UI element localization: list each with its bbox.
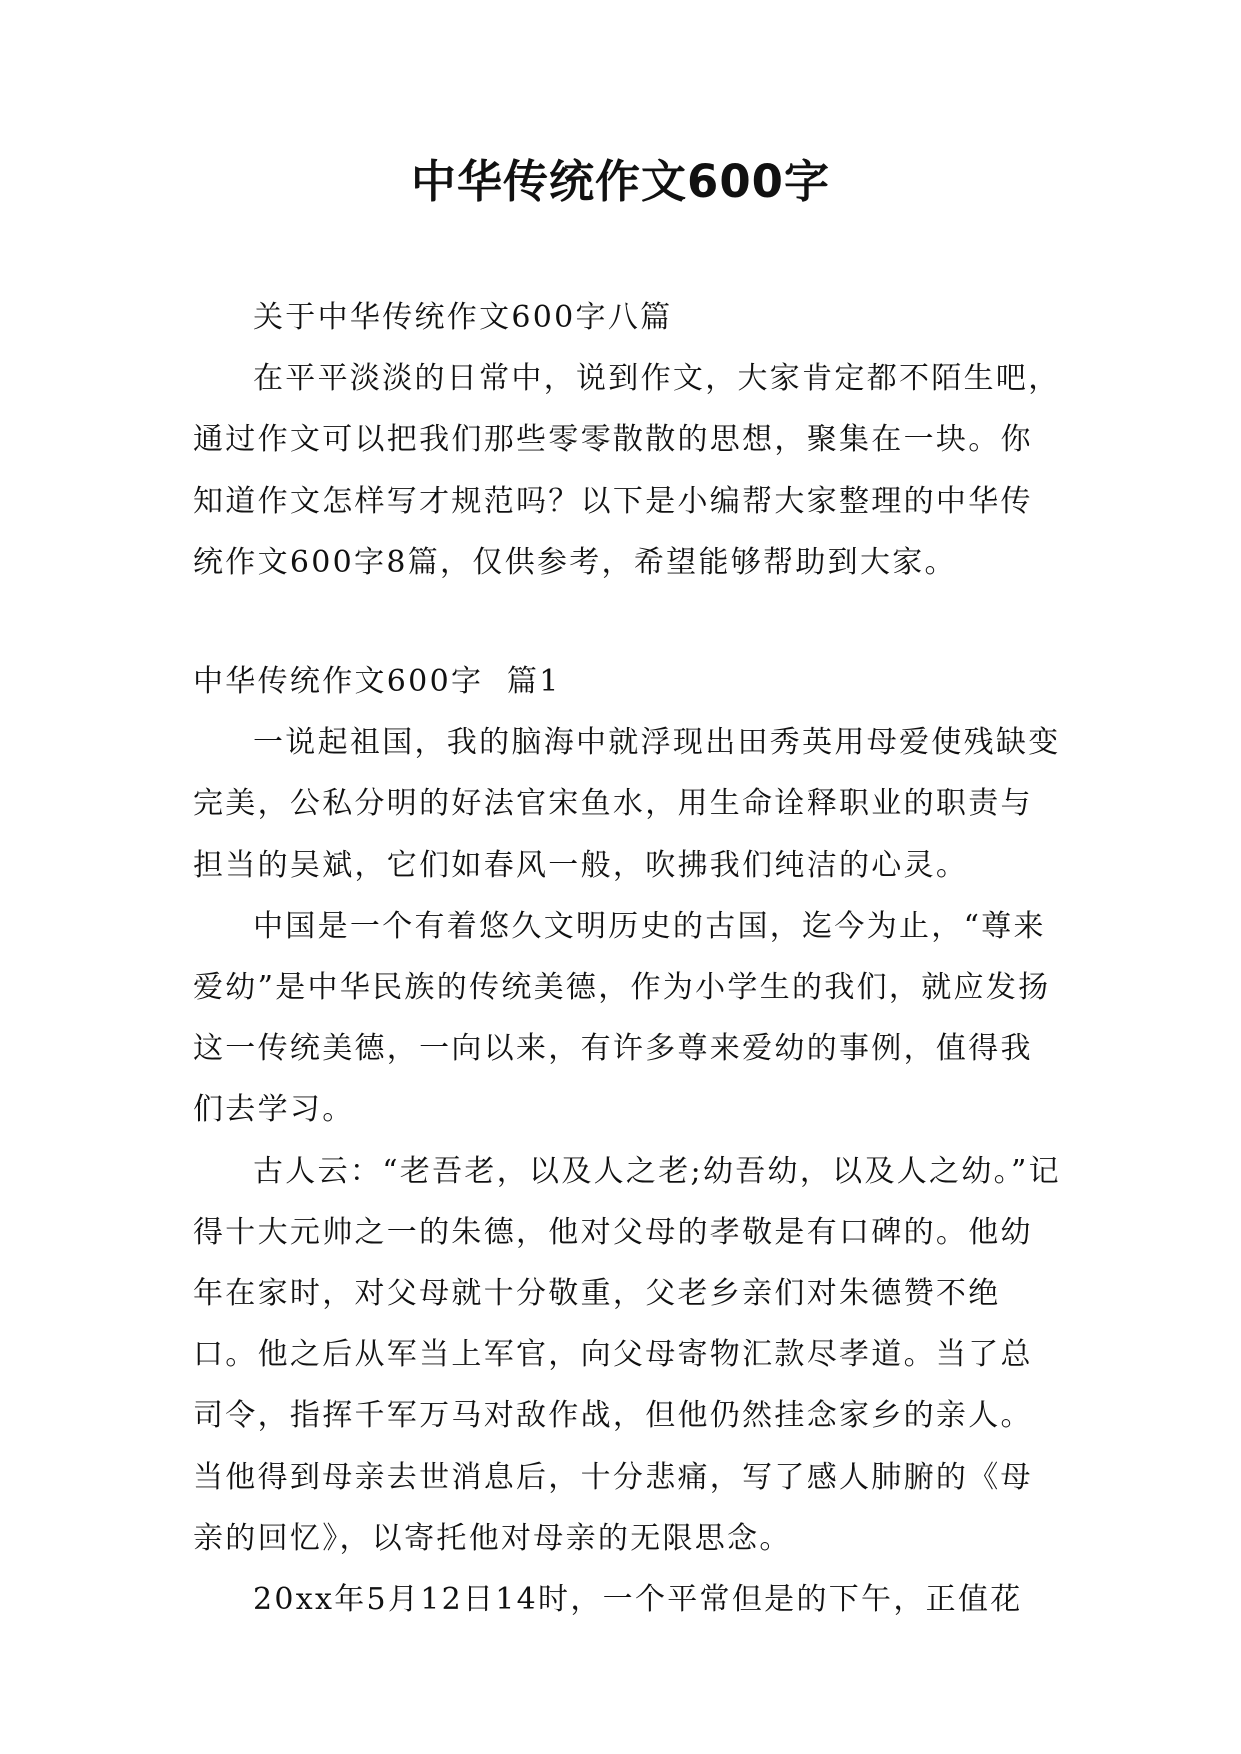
body-paragraph: 20xx年5月12日14时，一个平常但是的下午，正值花	[253, 1582, 1023, 1618]
body-paragraph: 中国是一个有着悠久文明历史的古国，迄今为止，“尊来爱幼”是中华民族的传统美德，作为小学生的我们，就应发扬这一传统美德，一向以来，有许多尊来爱幼的事例，值得我们去学习。	[193, 908, 1051, 1128]
document-subtitle: 关于中华传统作文600字八篇	[253, 300, 673, 335]
document-title: 中华传统作文600字	[411, 155, 830, 208]
intro-paragraph: 在平平淡淡的日常中，说到作文，大家肯定都不陌生吧，通过作文可以把我们那些零零散散的思想，聚集在一块。你知道作文怎样写才规范吗？以下是小编帮大家整理的中华传统作文600字8篇，仅供参考，希望能够帮助到大家。	[193, 361, 1061, 580]
body-paragraph: 一说起祖国，我的脑海中就浮现出田秀英用母爱使残缺变完美，公私分明的好法官宋鱼水，用生命诠释职业的职责与担当的吴斌，它们如春风一般，吹拂我们纯洁的心灵。	[193, 725, 1061, 883]
section-heading: 中华传统作文600字 篇1	[193, 664, 561, 700]
section-spacer	[193, 593, 1065, 651]
document-body	[193, 287, 1065, 1630]
body-paragraph: 古人云：“老吾老，以及人之老;幼吾幼，以及人之幼。”记得十大元帅之一的朱德，他对父母的孝敬是有口碑的。他幼年在家时，对父母就十分敬重，父老乡亲们对朱德赞不绝口。他之后从军当上军官，向父母寄物汇款尽孝道。当了总司令，指挥千军万马对敌作战，但他仍然挂念家乡的亲人。当他得到母亲去世消息后，十分悲痛，写了感人肺腑的《母亲的回忆》，以寄托他对母亲的无限思念。	[193, 1153, 1061, 1556]
